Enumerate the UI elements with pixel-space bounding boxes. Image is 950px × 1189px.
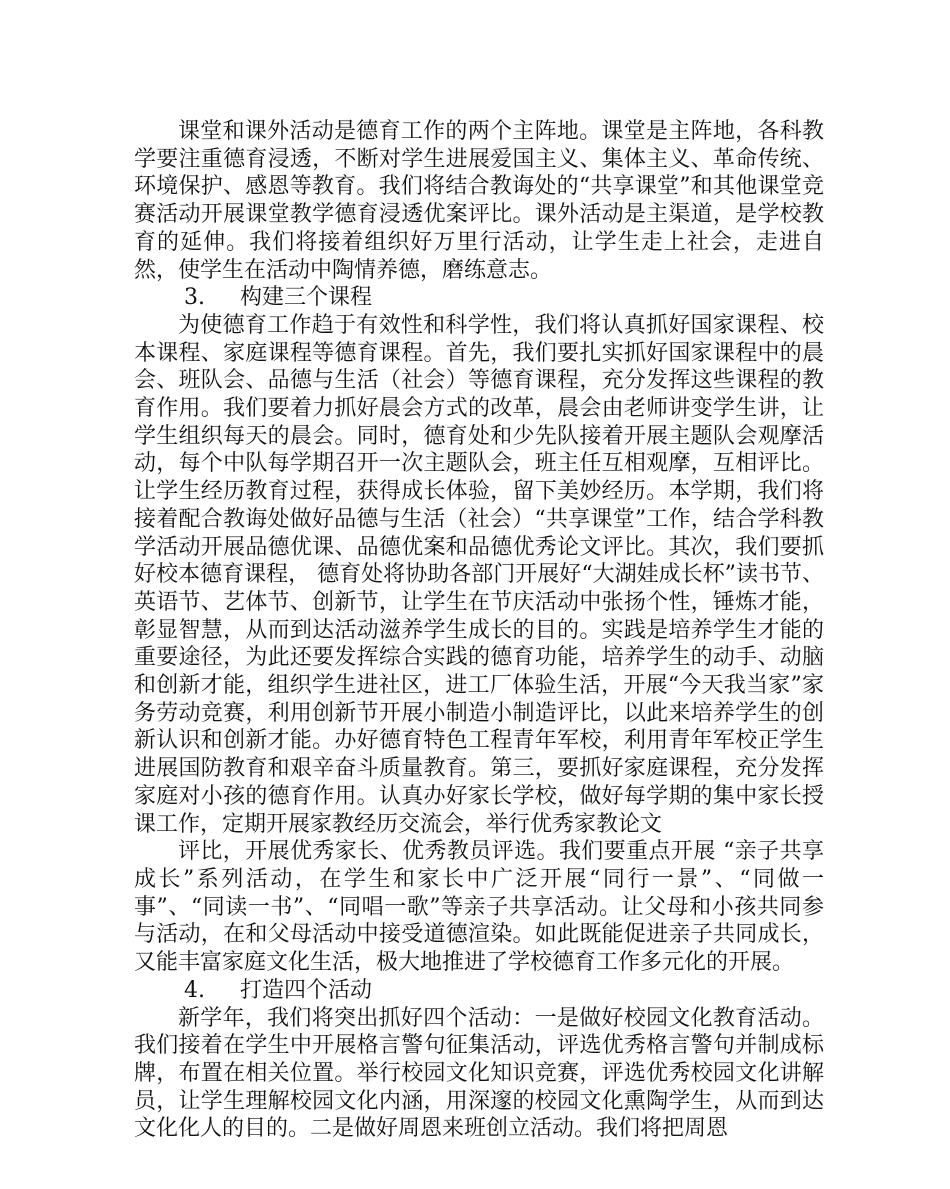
section-heading-four-activities xyxy=(134,977,824,1005)
section-number: 3. xyxy=(184,285,205,311)
section-heading-three-courses xyxy=(134,284,824,312)
paragraph-three-courses: 为使德育工作趋于有效性和科学性，我们将认真抓好国家课程、校本课程、家庭课程等德育课程。首先，我们要扎实抓好国家课程中的晨会、班队会、品德与生活（社会）等德育课程，充分发挥这些课程的教育作用。我们要着力抓好晨会方式的改革，晨会由老师讲变学生讲，让学生组织每天的晨会。同时，德育处和少先队接着开展主题队会观摩活动，每个中队每学期召开一次主题队会，班主任互相观摩，互相评比。让学生经历教育过程，获得成长体验，留下美妙经历。本学期，我们将接着配合教诲处做好品德与生活（社会）“共享课堂”工作，结合学科教学活动开展品德优课、品德优案和品德优秀论文评比。其次，我们要抓好校本德育课程， 德育处将协助各部门开展好“大湖娃成长杯”读书节、英语节、艺体节、创新节，让学生在节庆活动中张扬个性，锤炼才能，彰显智慧，从而到达活动滋养学生成长的目的。实践是培养学生才能的重要途径，为此还要发挥综合实践的德育功能，培养学生的动手、动脑和创新才能，组织学生进社区，进工厂体验生活，开展“今天我当家”家务劳动竞赛，利用创新节开展小制造小制造评比，以此来培养学生的创新认识和创新才能。办好德育特色工程青年军校，利用青年军校正学生进展国防教育和艰辛奋斗质量教育。第三，要抓好家庭课程，充分发挥家庭对小孩的德育作用。认真办好家长学校，做好每学期的集中家长授课工作，定期开展家教经历交流会，举行优秀家教论文 xyxy=(134,312,824,837)
section-title: 打造四个活动 xyxy=(240,977,373,1003)
paragraph-four-activities: 新学年，我们将突出抓好四个活动：一是做好校园文化教育活动。我们接着在学生中开展格言警句征集活动，评选优秀格言警句并制成标牌，布置在相关位置。举行校园文化知识竞赛，评选优秀校园文化讲解员，让学生理解校园文化内涵，用深邃的校园文化熏陶学生，从而到达文化化人的目的。二是做好周恩来班创立活动。我们将把周恩 xyxy=(134,1005,824,1142)
section-number: 4. xyxy=(184,977,205,1003)
document-page xyxy=(134,118,824,1143)
paragraph-moral-education-classroom: 课堂和课外活动是德育工作的两个主阵地。课堂是主阵地，各科教学要注重德育浸透，不断对学生进展爱国主义、集体主义、革命传统、环境保护、感恩等教育。我们将结合教诲处的“共享课堂”和其他课堂竞赛活动开展课堂教学德育浸透优案评比。课外活动是主渠道，是学校教育的延伸。我们将接着组织好万里行活动，让学生走上社会，走进自然，使学生在活动中陶情养德，磨练意志。 xyxy=(134,119,824,283)
section-title: 构建三个课程 xyxy=(240,285,373,311)
paragraph-parent-child-activities: 评比，开展优秀家长、优秀教员评选。我们要重点开展 “亲子共享成长”系列活动，在学生和家长中广泛开展“同行一景”、“同做一事”、“同读一书”、“同唱一歌”等亲子共享活动。让父母和小孩共同参与活动，在和父母活动中接受道德渲染。如此既能促进亲子共同成长，又能丰富家庭文化生活，极大地推进了学校德育工作多元化的开展。 xyxy=(134,839,824,976)
